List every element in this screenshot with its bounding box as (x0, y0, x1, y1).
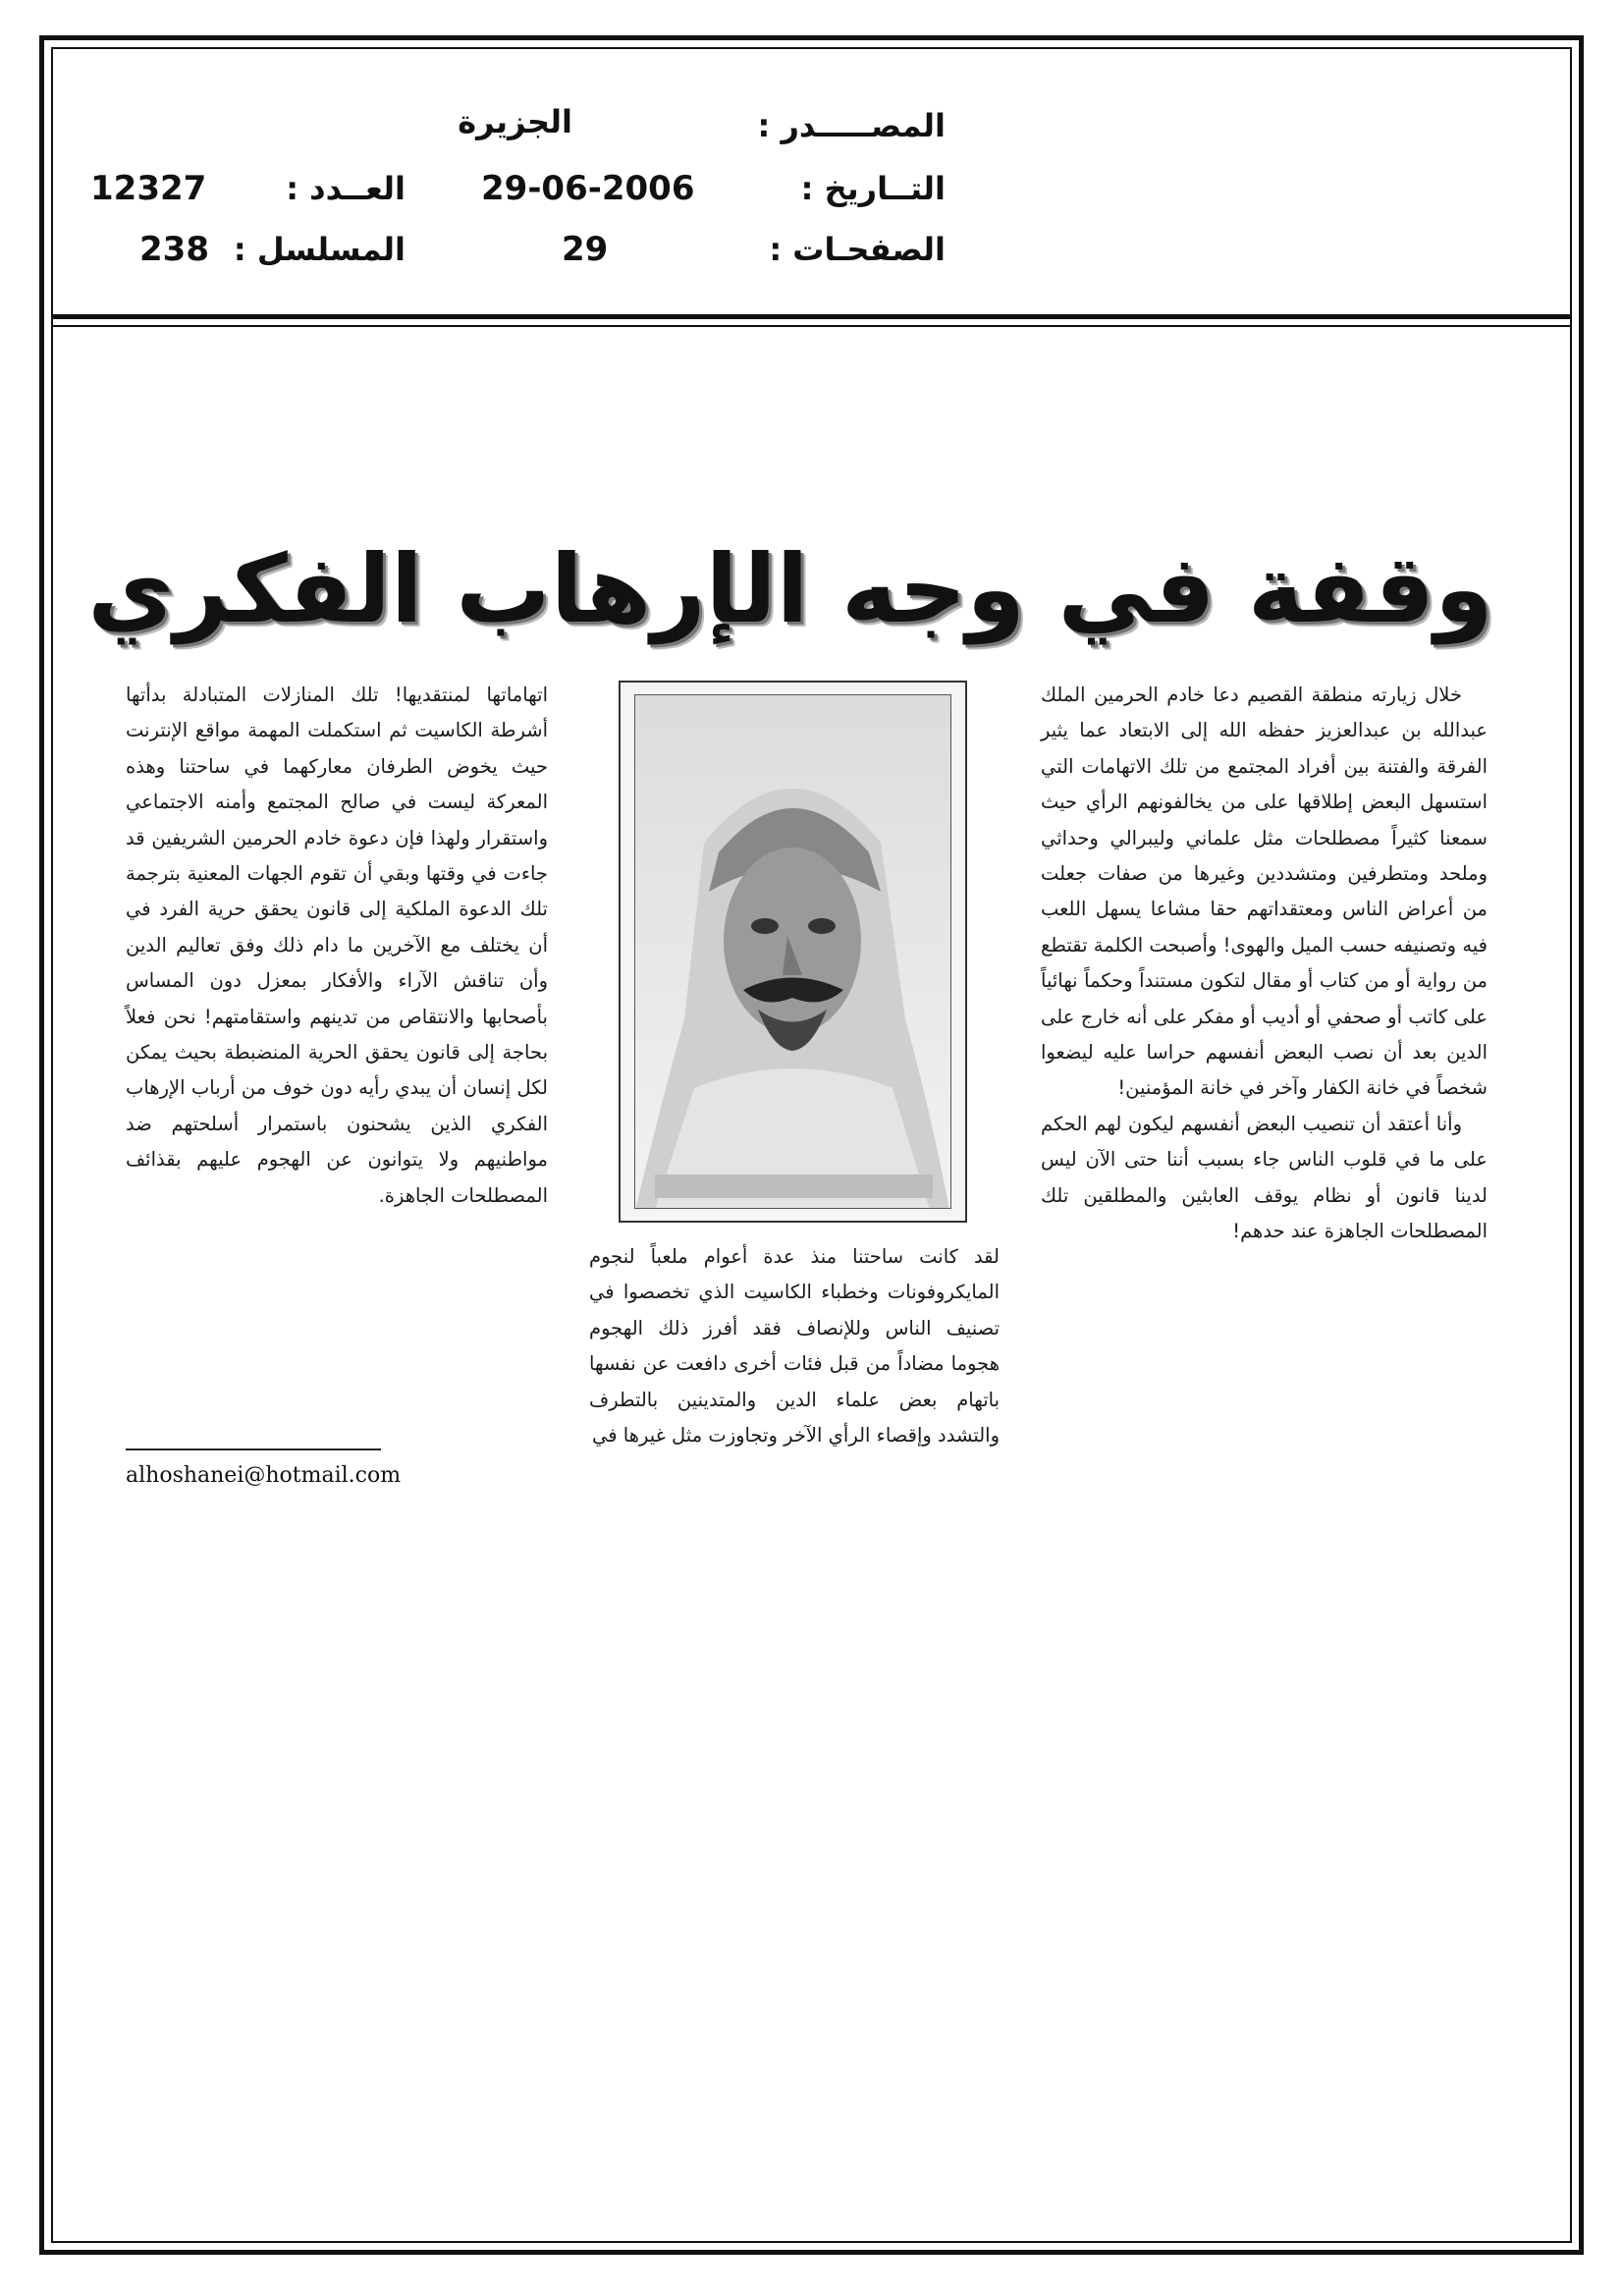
article-column-left (126, 678, 548, 1214)
header-divider-thin (51, 325, 1572, 327)
date-value: 29-06-2006 (481, 169, 695, 208)
author-photo (634, 694, 951, 1209)
pages-label: الصفحـات : (769, 231, 946, 268)
author-photo-frame (619, 681, 967, 1223)
article-paragraph: لقد كانت ساحتنا منذ عدة أعوام ملعباً لنجوم المايكروفونات وخطباء الكاسيت الذي تخصصوا في تصنيف الناس وللإنصاف فقد أفرز ذلك الهجوم هجوما مضاداً من قبل فئات أخرى دافعت عن نفسها باتهام بعض علماء الدين والمتدينين بالتطرف والتشدد وإقصاء الرأي الآخر وتجاوزت مثل غيرها في (589, 1245, 1000, 1448)
issue-label: العــدد : (286, 170, 406, 207)
article-paragraph: وأنا أعتقد أن تنصيب البعض أنفسهم ليكون لهم الحكم على ما في قلوب الناس جاء بسبب أننا حتى الآن ليس لدينا قانون أو نظام يوقف العابثين والمطلقين تلك المصطلحات الجاهزة عند حدهم! (1041, 1112, 1488, 1243)
author-portrait-image (635, 695, 951, 1209)
serial-label: المسلسل : (233, 231, 406, 268)
source-label: المصـــــدر : (757, 107, 946, 144)
article-headline: وقفة في وجه الإرهاب الفكري (87, 534, 1493, 644)
article-column-right (1041, 678, 1488, 1250)
article-column-middle (589, 1239, 1000, 1453)
header-divider (51, 314, 1572, 319)
email-divider (126, 1449, 381, 1450)
article-paragraph: خلال زيارته منطقة القصيم دعا خادم الحرمين الملك عبدالله بن عبدالعزيز حفظه الله إلى الابتعاد عما يثير الفرقة والفتنة بين أفراد المجتمع من تلك الاتهامات التي استسهل البعض إطلاقها على من يخالفونهم الرأي حيث سمعنا كثيراً مصطلحات مثل علماني وليبرالي وحداثي وملحد ومتطرفين ومتشددين وغيرها من صفات جعلت من أعراض الناس ومعتقداتهم حقا مشاعا يسهل اللعب فيه وتصنيفه حسب الميل والهوى! وأصبحت الكلمة تقتطع من رواية أو من كتاب أو مقال لتكون مستنداً وحكماً نهائياً على كاتب أو صحفي أو أديب أو مفكر على أنه خارج على الدين بعد أن نصب البعض أنفسهم حراسا عليه ليضعوا شخصاً في خانة الكفار وآخر في خانة المؤمنين! (1041, 683, 1488, 1100)
serial-value: 238 (139, 230, 209, 269)
pages-value: 29 (562, 230, 609, 269)
source-value: الجزيرة (458, 103, 572, 140)
author-email: alhoshanei@hotmail.com (126, 1463, 402, 1488)
article-paragraph: اتهاماتها لمنتقديها! تلك المنازلات المتبادلة بدأتها أشرطة الكاسيت ثم استكملت المهمة مواقع الإنترنت حيث يخوض الطرفان معاركهما في ساحتنا وهذه المعركة ليست في صالح المجتمع وأمنه الاجتماعي واستقرار ولهذا فإن دعوة خادم الحرمين الشريفين قد جاءت في وقتها وبقي أن تقوم الجهات المعنية بترجمة تلك الدعوة الملكية إلى قانون يحقق حرية الفرد في أن يختلف مع الآخرين ما دام ذلك وفق تعاليم الدين وأن تناقش الآراء والأفكار بمعزل دون المساس بأصحابها والانتقاص من تدينهم واستقامتهم! نحن فعلاً بحاجة إلى قانون يحقق الحرية المنضبطة بحيث يمكن لكل إنسان أن يبدي رأيه دون خوف من أرباب الإرهاب الفكري الذين يشحنون باستمرار أسلحتهم ضد مواطنيهم ولا يتوانون عن الهجوم عليهم بقذائف المصطلحات الجاهزة. (126, 683, 548, 1207)
date-label: التــاريخ : (800, 170, 946, 207)
issue-value: 12327 (90, 169, 207, 208)
